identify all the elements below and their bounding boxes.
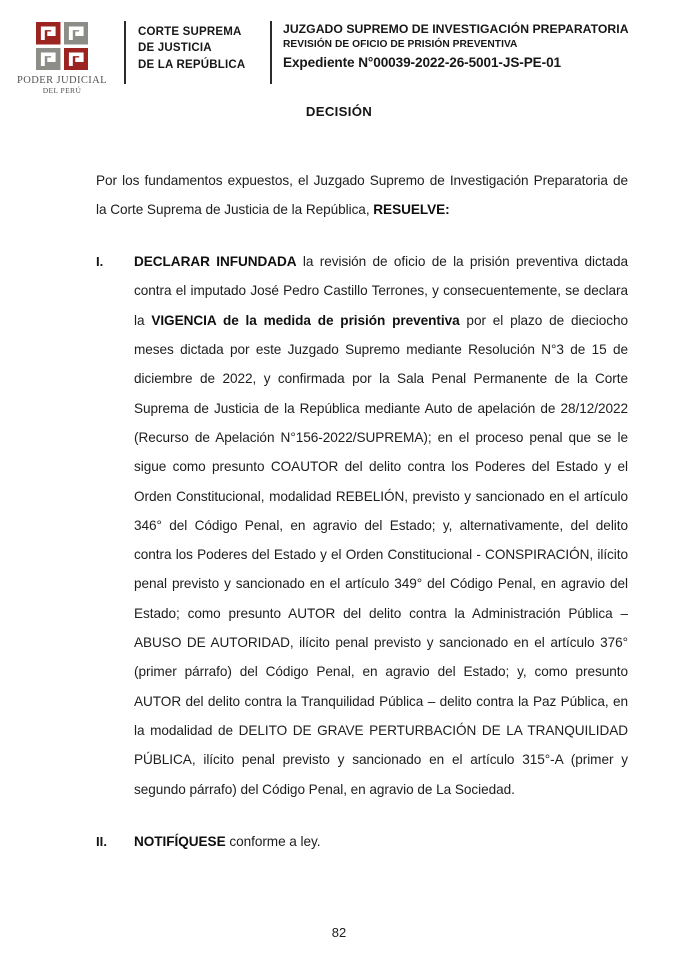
case-procedure-name: REVISIÓN DE OFICIO DE PRISIÓN PREVENTIVA [283,39,518,51]
decision-item-2 [96,827,628,856]
logo-tile-top-left [36,22,61,45]
logo-tile-bottom-left [36,48,61,71]
logo-wordmark-line1: PODER JUDICIAL [17,75,107,86]
logo-wordmark [17,75,107,95]
poder-judicial-logo [0,18,124,95]
emphasis-text: NOTIFÍQUESE [134,833,226,849]
decision-item-2-text [134,827,628,856]
case-file-number: Expediente N°00039-2022-26-5001-JS-PE-01 [283,54,561,70]
document-body [96,152,628,856]
emphasis-text: VIGENCIA de la medida de prisión preventiva [151,312,460,328]
decision-item-1-marker: I. [96,254,104,270]
emphasis-text: DECLARAR INFUNDADA [134,254,297,270]
body-text: por el plazo de dieciocho meses dictada por este Juzgado Supremo mediante Resolución N°3 de 15 de diciembre de 2022, y confirmada por la Sala Penal Permanente de la Corte Suprema de Justicia de la República mediante Auto de apelación de 28/12/2022 (Recurso de Apelación N°156-2022/SUPREMA); en el proceso penal que se le sigue como presunto COAUTOR del delito contra los Poderes del Estado y el Orden Constitucional, modalidad REBELIÓN, previsto y sancionado en el artículo 346° del Código Penal, en agravio del Estado; y, alternativamente, del delito contra los Poderes del Estado y el Orden Constitucional - CONSPIRACIÓN, ilícito penal previsto y sancionado en el artículo 349° del Código Penal, en agravio del Estado; como presunto AUTOR del delito contra la Administración Pública – ABUSO DE AUTORIDAD, ilícito penal previsto y sancionado en el artículo 376° (primer párrafo) del Código Penal, en agravio del Estado; y, como presunto AUTOR del delito contra la Tranquilidad Pública – delito contra la Paz Pública, en la modalidad de DELITO DE GRAVE PERTURBACIÓN DE LA TRANQUILIDAD PÚBLICA, ilícito penal previsto y sancionado en el artículo 315°-A (primer y segundo párrafo) del Código Penal, en agravio de La Sociedad. [134,312,628,797]
logo-mark-icon [36,22,88,70]
court-name-block [126,18,270,73]
body-text: conforme a ley. [225,833,321,849]
logo-wordmark-line2: DEL PERÚ [42,86,82,96]
intro-text: Por los fundamentos expuestos, el Juzgado Supremo de Investigación Preparatoria de la Corte Suprema de Justicia de la República, [96,172,628,217]
decision-item-1 [96,247,628,804]
logo-tile-top-right [64,22,89,45]
decision-item-2-marker: II. [96,833,107,849]
court-name-line1: CORTE SUPREMA [138,26,242,38]
logo-tile-bottom-right [64,48,89,71]
page-number: 82 [331,925,347,940]
case-info-block [272,18,629,71]
intro-resolve-word: RESUELVE: [373,201,450,217]
document-header [0,18,678,96]
page-title: DECISIÓN [305,104,373,119]
decision-item-1-text [134,247,628,804]
body-text: la revisión de oficio de la prisión preventiva dictada contra el imputado José Pedro Castillo Terrones, y consecuentemente, se declara la [134,254,628,328]
case-chamber-name: JUZGADO SUPREMO DE INVESTIGACIÓN PREPARATORIA [283,22,629,36]
court-name-line2: DE JUSTICIA [138,42,212,55]
court-name-line3: DE LA REPÚBLICA [138,58,246,71]
intro-paragraph [96,166,628,225]
